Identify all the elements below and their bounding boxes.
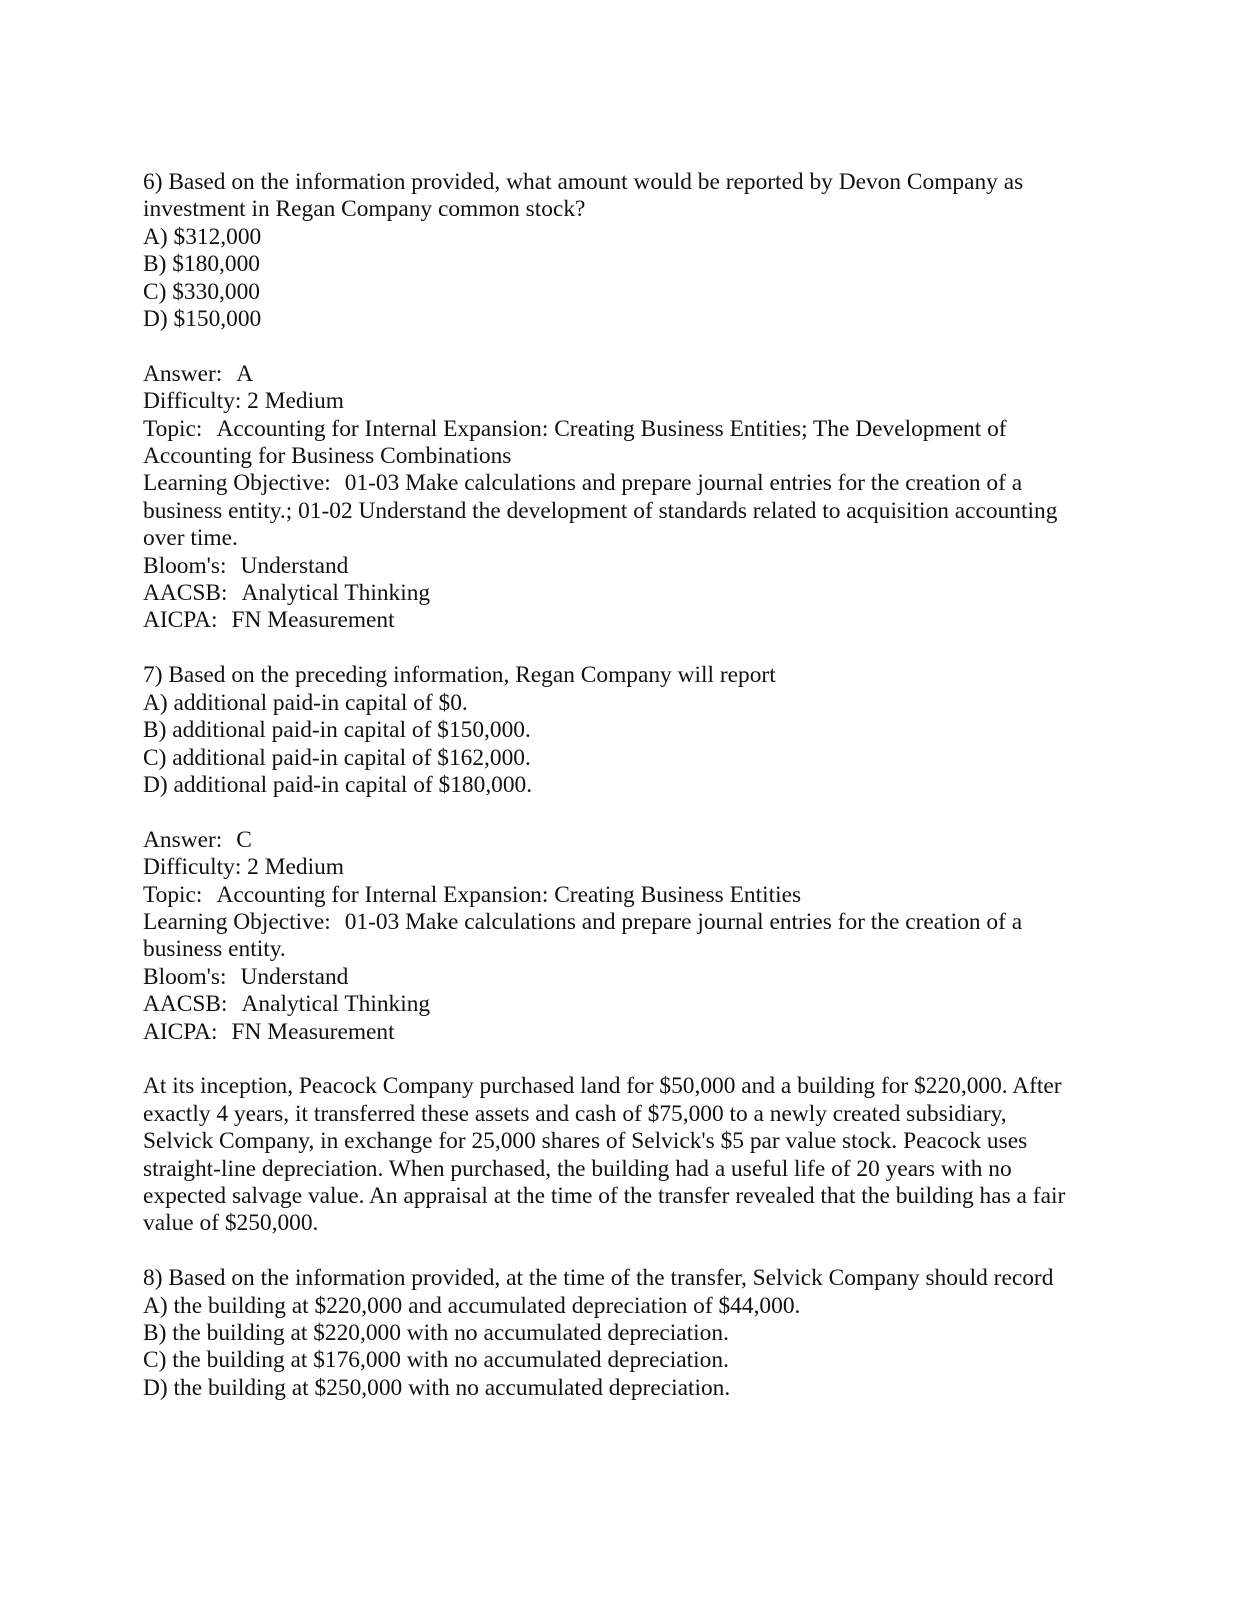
lo-label: Learning Objective: [143,908,331,935]
scenario-line: straight-line depreciation. When purchased, the building had a useful life of 20 years with no [143,1155,1012,1182]
option-a: A) the building at $220,000 and accumulated depreciation of $44,000. [143,1292,801,1319]
learning-objective-line [143,470,1078,497]
aacsb-label: AACSB: [143,991,228,1018]
lo-text: 01-03 Make calculations and prepare journal entries for the creation of a [344,470,1023,497]
option-b: B) additional paid-in capital of $150,000. [143,717,531,744]
aacsb-value: Analytical Thinking [241,991,431,1018]
question-stem: 7) Based on the preceding information, Regan Company will report [143,662,776,689]
scenario-line: At its inception, Peacock Company purchased land for $50,000 and a building for $220,000. After [143,1073,1062,1100]
aicpa-value: FN Measurement [231,1018,395,1045]
difficulty-line: Difficulty: 2 Medium [143,854,344,881]
blooms-line [143,553,1078,580]
question-stem: 8) Based on the information provided, at the time of the transfer, Selvick Company should record [143,1265,1054,1292]
option-c: C) $330,000 [143,278,260,305]
option-d: D) the building at $250,000 with no accumulated depreciation. [143,1374,731,1401]
option-b: B) $180,000 [143,251,260,278]
learning-objective-cont: over time. [143,525,238,552]
option-a: A) $312,000 [143,223,262,250]
question-7 [143,662,1078,799]
question-6 [143,169,1078,333]
blooms-label: Bloom's: [143,963,227,990]
question-stem: investment in Regan Company common stock? [143,196,586,223]
blooms-line [143,964,1078,991]
topic-label: Topic: [143,415,203,442]
scenario-line: exactly 4 years, it transferred these assets and cash of $75,000 to a newly created subsidiary, [143,1100,1007,1127]
difficulty-line: Difficulty: 2 Medium [143,388,344,415]
aicpa-label: AICPA: [143,1018,218,1045]
aacsb-line [143,580,1078,607]
aicpa-label: AICPA: [143,607,218,634]
blooms-value: Understand [240,552,349,579]
aicpa-value: FN Measurement [231,607,395,634]
option-a: A) additional paid-in capital of $0. [143,689,468,716]
page-content [143,169,1078,1402]
learning-objective-line [143,909,1078,936]
option-b: B) the building at $220,000 with no accumulated depreciation. [143,1319,729,1346]
learning-objective-cont: business entity. [143,936,286,963]
aicpa-line [143,607,1078,634]
scenario-line: Selvick Company, in exchange for 25,000 shares of Selvick's $5 par value stock. Peacock uses [143,1128,1028,1155]
blooms-value: Understand [240,963,349,990]
aacsb-label: AACSB: [143,580,228,607]
blooms-label: Bloom's: [143,552,227,579]
topic-text: Accounting for Internal Expansion: Creating Business Entities [216,881,802,908]
question-7-meta [143,827,1078,1046]
option-d: D) $150,000 [143,306,262,333]
answer-value: A [236,360,254,387]
question-8 [143,1265,1078,1402]
lo-label: Learning Objective: [143,470,331,497]
option-d: D) additional paid-in capital of $180,000. [143,771,533,798]
scenario-line: expected salvage value. An appraisal at the time of the transfer revealed that the building has a fair [143,1182,1066,1209]
topic-line [143,882,1078,909]
option-c: C) the building at $176,000 with no accumulated depreciation. [143,1347,729,1374]
topic-line-cont: Accounting for Business Combinations [143,443,512,470]
answer-label: Answer: [143,360,223,387]
aacsb-line [143,991,1078,1018]
topic-text: Accounting for Internal Expansion: Creating Business Entities; The Development of [216,415,1007,442]
answer-line [143,827,1078,854]
option-c: C) additional paid-in capital of $162,000. [143,744,531,771]
answer-label: Answer: [143,826,223,853]
lo-text: 01-03 Make calculations and prepare journal entries for the creation of a [344,908,1023,935]
answer-line [143,361,1078,388]
scenario-line: value of $250,000. [143,1210,319,1237]
answer-value: C [236,826,252,853]
aacsb-value: Analytical Thinking [241,580,431,607]
topic-label: Topic: [143,881,203,908]
scenario-paragraph [143,1073,1078,1237]
question-6-meta [143,361,1078,635]
learning-objective-cont: business entity.; 01-02 Understand the development of standards related to acquisition accounting [143,497,1058,524]
aicpa-line [143,1019,1078,1046]
topic-line [143,416,1078,443]
question-stem: 6) Based on the information provided, what amount would be reported by Devon Company as [143,169,1024,195]
